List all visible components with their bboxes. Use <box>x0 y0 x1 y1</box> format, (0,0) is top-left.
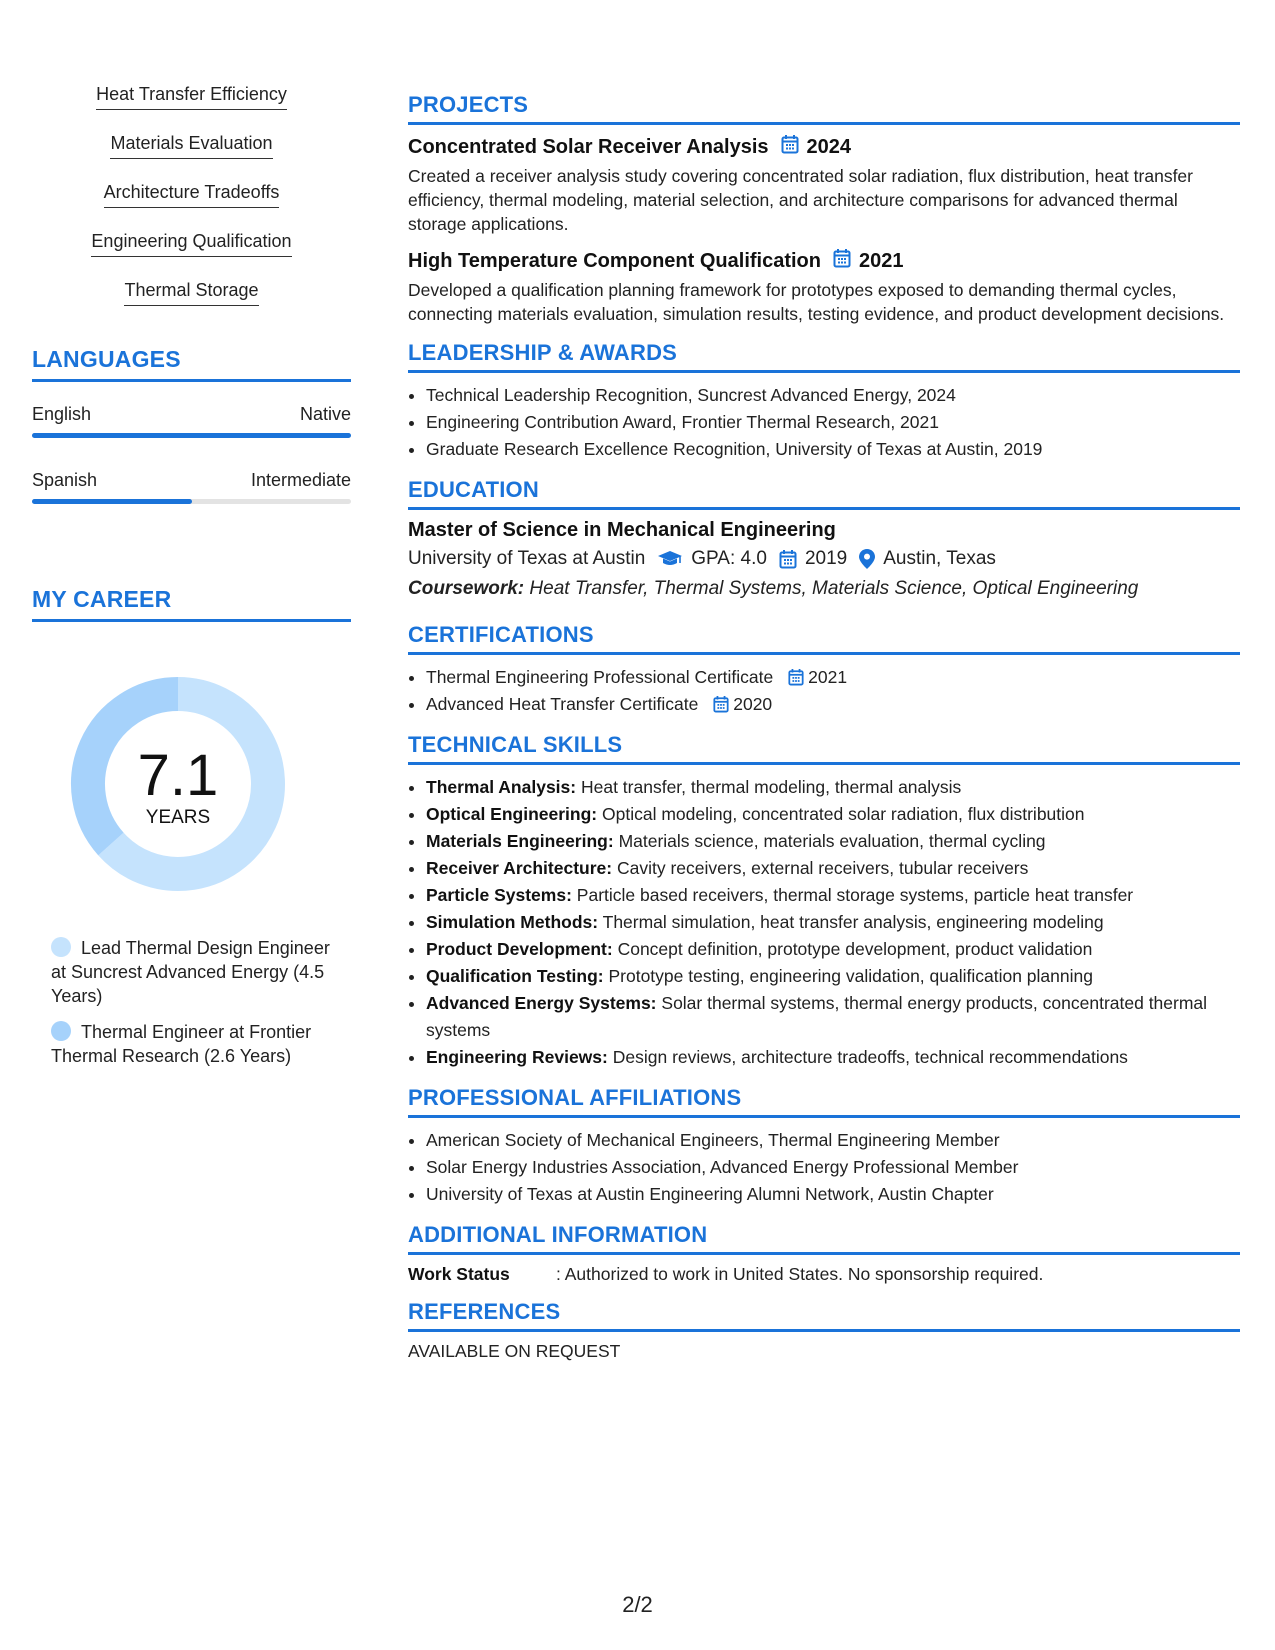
additional-info-heading: ADDITIONAL INFORMATION <box>408 1222 1240 1255</box>
coursework-text: Heat Transfer, Thermal Systems, Materials Science, Optical Engineering <box>529 578 1139 599</box>
list-item: • Solar Energy Industries Association, Advanced Energy Professional Member <box>426 1154 1240 1181</box>
skill-label: Optical Engineering: <box>426 804 598 824</box>
skill-text: Particle based receivers, thermal storage systems, particle heat transfer <box>576 885 1134 905</box>
language-bar-fill <box>32 433 351 438</box>
career-section <box>32 586 351 1066</box>
skill-chip: Thermal Storage <box>124 274 258 306</box>
career-legend <box>51 936 341 1080</box>
project-item <box>408 134 1240 236</box>
technical-skills-list <box>408 774 1240 1071</box>
affiliations-section <box>408 1085 1240 1208</box>
certification-name: Thermal Engineering Professional Certificate <box>426 667 774 687</box>
skill-text: Heat transfer, thermal modeling, thermal analysis <box>580 777 962 797</box>
leadership-heading: LEADERSHIP & AWARDS <box>408 340 1240 373</box>
work-status-label: Work Status <box>408 1264 510 1284</box>
list-item <box>426 882 1240 909</box>
certification-year: 2021 <box>808 667 848 687</box>
work-status-row <box>408 1264 1240 1285</box>
certifications-heading: CERTIFICATIONS <box>408 622 1240 655</box>
coursework-label: Coursework: <box>408 578 525 599</box>
list-item <box>426 801 1240 828</box>
education-details <box>408 548 1240 570</box>
skill-chip: Heat Transfer Efficiency <box>96 78 287 110</box>
career-legend-item <box>51 936 341 1008</box>
education-heading: EDUCATION <box>408 477 1240 510</box>
skill-label: Product Development: <box>426 939 613 959</box>
skill-label: Qualification Testing: <box>426 966 604 986</box>
certifications-section <box>408 622 1240 718</box>
leadership-list <box>408 382 1240 463</box>
project-description: Created a receiver analysis study covering concentrated solar radiation, flux distribution, heat transfer efficiency, thermal modeling, material selection, and architecture comparisons for advanced thermal storage applications. <box>408 166 1193 234</box>
career-total-years: 7.1 <box>137 743 219 808</box>
list-item: • Graduate Research Excellence Recognition, University of Texas at Austin, 2019 <box>426 436 1240 463</box>
skill-label: Advanced Energy Systems: <box>426 993 657 1013</box>
skill-text: Thermal simulation, heat transfer analysis, engineering modeling <box>602 912 1104 932</box>
education-degree: Master of Science in Mechanical Engineering <box>408 519 836 541</box>
skill-label: Engineering Reviews: <box>426 1047 608 1067</box>
leadership-section <box>408 340 1240 463</box>
list-item <box>426 936 1240 963</box>
map-pin-icon <box>859 549 875 569</box>
calendar-icon <box>779 549 797 569</box>
languages-heading: LANGUAGES <box>32 346 351 382</box>
list-item <box>426 855 1240 882</box>
list-item <box>426 774 1240 801</box>
skill-text: Concept definition, prototype development, product validation <box>617 939 1093 959</box>
skill-chip: Architecture Tradeoffs <box>104 176 280 208</box>
career-legend-text: Thermal Engineer at Frontier Thermal Research (2.6 Years) <box>51 1022 312 1066</box>
skill-label: Receiver Architecture: <box>426 858 613 878</box>
education-coursework <box>408 578 1240 600</box>
skill-text: Cavity receivers, external receivers, tubular receivers <box>616 858 1029 878</box>
list-item <box>426 828 1240 855</box>
work-status-value: : Authorized to work in United States. No sponsorship required. <box>556 1264 1044 1284</box>
career-legend-item <box>51 1020 341 1068</box>
language-bar-fill <box>32 499 192 504</box>
list-item <box>426 691 1240 718</box>
career-legend-text: Lead Thermal Design Engineer at Suncrest Advanced Energy (4.5 Years) <box>51 938 330 1006</box>
education-year: 2019 <box>804 548 848 569</box>
page-number: 2/2 <box>622 1592 653 1617</box>
affiliations-heading: PROFESSIONAL AFFILIATIONS <box>408 1085 1240 1118</box>
skill-text: Materials science, materials evaluation, thermal cycling <box>618 831 1046 851</box>
skill-label: Thermal Analysis: <box>426 777 577 797</box>
language-bar <box>32 499 351 504</box>
project-title: Concentrated Solar Receiver Analysis <box>408 135 769 158</box>
projects-section <box>408 92 1240 326</box>
list-item: • American Society of Mechanical Engineers, Thermal Engineering Member <box>426 1127 1240 1154</box>
skill-chip: Materials Evaluation <box>110 127 272 159</box>
skills-list <box>32 78 351 323</box>
career-heading: MY CAREER <box>32 586 351 622</box>
skill-text: Prototype testing, engineering validation, qualification planning <box>608 966 1093 986</box>
education-section <box>408 477 1240 600</box>
list-item: • Engineering Contribution Award, Frontier Thermal Research, 2021 <box>426 409 1240 436</box>
list-item <box>426 990 1240 1044</box>
project-item <box>408 248 1240 326</box>
language-item <box>32 470 351 504</box>
project-title: High Temperature Component Qualification <box>408 249 821 272</box>
certification-name: Advanced Heat Transfer Certificate <box>426 694 699 714</box>
project-year: 2021 <box>859 249 904 272</box>
legend-dot <box>51 1021 71 1041</box>
legend-dot <box>51 937 71 957</box>
technical-skills-heading: TECHNICAL SKILLS <box>408 732 1240 765</box>
education-gpa: GPA: 4.0 <box>691 548 767 569</box>
language-level: Native <box>299 404 351 424</box>
references-text: AVAILABLE ON REQUEST <box>408 1341 621 1361</box>
technical-skills-section <box>408 732 1240 1071</box>
language-level: Intermediate <box>250 470 351 490</box>
sidebar <box>32 78 351 1066</box>
calendar-icon <box>788 668 804 686</box>
language-bar <box>32 433 351 438</box>
skill-label: Particle Systems: <box>426 885 572 905</box>
projects-heading: PROJECTS <box>408 92 1240 125</box>
calendar-icon <box>781 134 799 160</box>
references-heading: REFERENCES <box>408 1299 1240 1332</box>
languages-section <box>32 346 351 504</box>
language-name: Spanish <box>32 470 98 490</box>
skill-label: Materials Engineering: <box>426 831 614 851</box>
list-item: • Technical Leadership Recognition, Suncrest Advanced Energy, 2024 <box>426 382 1240 409</box>
calendar-icon <box>713 695 729 713</box>
certifications-list <box>408 664 1240 718</box>
language-item <box>32 404 351 438</box>
additional-info-section <box>408 1222 1240 1285</box>
skill-label: Simulation Methods: <box>426 912 599 932</box>
skill-chip: Engineering Qualification <box>91 225 291 257</box>
career-donut-chart <box>65 671 291 897</box>
career-total-unit: YEARS <box>145 807 211 828</box>
certification-year: 2020 <box>733 694 773 714</box>
skill-text: Optical modeling, concentrated solar radiation, flux distribution <box>602 804 1085 824</box>
affiliations-list <box>408 1127 1240 1208</box>
skill-text: Solar thermal systems, thermal energy products, concentrated thermal systems <box>426 993 1208 1040</box>
calendar-icon <box>833 248 851 274</box>
education-location: Austin, Texas <box>883 548 996 569</box>
skill-text: Design reviews, architecture tradeoffs, technical recommendations <box>612 1047 1128 1067</box>
list-item <box>426 909 1240 936</box>
graduation-cap-icon <box>657 550 683 568</box>
education-school: University of Texas at Austin <box>408 548 646 569</box>
references-section <box>408 1299 1240 1362</box>
list-item: • University of Texas at Austin Engineering Alumni Network, Austin Chapter <box>426 1181 1240 1208</box>
list-item <box>426 664 1240 691</box>
language-name: English <box>32 404 92 424</box>
project-year: 2024 <box>806 135 852 158</box>
list-item <box>426 963 1240 990</box>
project-description: Developed a qualification planning framework for prototypes exposed to demanding thermal cycles, connecting materials evaluation, simulation results, testing evidence, and product development decisions. <box>408 280 1225 324</box>
main-content <box>408 92 1240 1376</box>
list-item <box>426 1044 1240 1071</box>
